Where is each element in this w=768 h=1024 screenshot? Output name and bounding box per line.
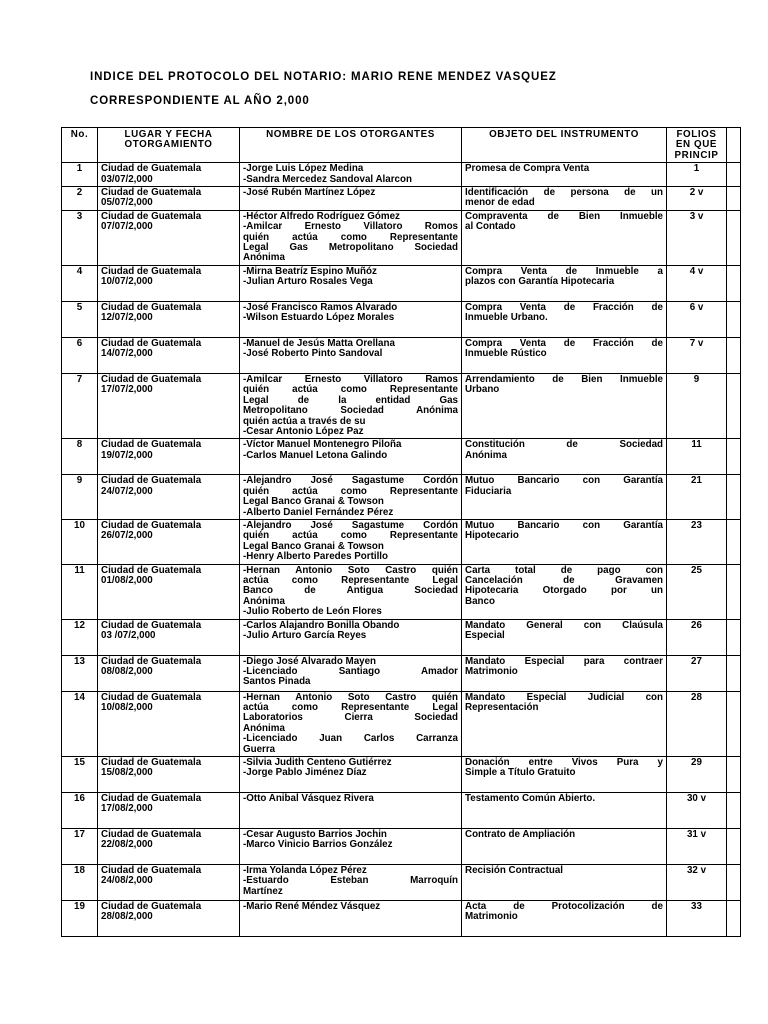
row-objeto [462,210,667,265]
row-otorgante-line: Martínez [243,885,283,897]
table-header-row [62,128,741,163]
row-objeto-line: al Contado [465,221,516,233]
row-number: 3 [62,210,98,265]
row-objeto-line: Inmueble Urbano. [465,312,548,324]
row-objeto-line: Fiduciaria [465,485,512,497]
row-extra-cell [727,619,741,655]
row-fecha: 22/08/2,000 [101,839,153,851]
row-objeto-line: Promesa de Compra Venta [465,163,590,175]
row-otorgante-line: -Estuardo Esteban Marroquín [243,875,458,887]
row-fecha: 24/07/2,000 [101,485,153,497]
table-row [62,793,741,829]
row-objeto [462,865,667,901]
row-fecha: 05/07/2,000 [101,197,153,209]
row-lugar: Ciudad de Guatemala [101,187,202,199]
row-fecha: 10/08/2,000 [101,702,153,713]
row-objeto-line: Simple a Título Gratuito [465,767,576,779]
row-lugar-fecha [98,691,240,756]
row-otorgante-line: -Marco Vinicio Barrios González [243,839,393,851]
row-otorgante-line: Santos Pinada [243,676,311,688]
row-fecha: 24/08/2,000 [101,875,153,887]
row-objeto [462,265,667,301]
row-otorgantes [240,865,462,901]
row-otorgantes [240,519,462,564]
row-objeto-line: Compra Venta de Fracción de [465,337,663,349]
header-lugar-line1: LUGAR Y FECHA [124,129,213,140]
row-otorgante-line: Legal Banco Granai & Towson [243,496,384,508]
row-number: 9 [62,475,98,520]
table-row [62,373,741,438]
row-otorgante-line: quién actúa como Representante [243,231,458,243]
row-extra-cell [727,187,741,211]
row-number: 19 [62,901,98,937]
row-otorgantes [240,655,462,691]
row-extra-cell [727,475,741,520]
row-otorgantes [240,475,462,520]
row-otorgante-line: Legal Banco Granai & Towson [243,540,384,552]
header-no: No. [62,128,98,163]
row-lugar: Ciudad de Guatemala [101,519,202,531]
row-otorgantes [240,187,462,211]
row-otorgante-line: -Mario René Méndez Vásquez [243,901,381,913]
row-extra-cell [727,439,741,475]
row-otorgante-line: -Henry Alberto Paredes Portillo [243,551,388,563]
row-lugar: Ciudad de Guatemala [101,757,202,769]
row-otorgante-line: Banco de Antigua Sociedad [243,585,458,597]
row-objeto [462,691,667,756]
row-otorgante-line: quién actúa como Representante [243,485,458,497]
row-objeto [462,619,667,655]
row-otorgantes [240,210,462,265]
row-otorgante-line: -Sandra Mercedez Sandoval Alarcon [243,173,412,185]
row-number: 18 [62,865,98,901]
row-objeto [462,475,667,520]
row-folio: 26 [667,619,727,655]
row-fecha: 12/07/2,000 [101,312,153,324]
row-otorgantes [240,337,462,373]
row-folio: 9 [667,373,727,438]
table-row [62,337,741,373]
row-objeto-line: Matrimonio [465,666,518,677]
row-number: 6 [62,337,98,373]
row-folio: 31 v [667,829,727,865]
row-lugar: Ciudad de Guatemala [101,619,202,631]
row-objeto-line: Representación [465,702,539,713]
row-number: 15 [62,757,98,793]
row-lugar-fecha [98,793,240,829]
row-fecha: 28/08/2,000 [101,911,153,923]
row-objeto [462,187,667,211]
row-otorgantes [240,163,462,187]
row-extra-cell [727,265,741,301]
row-lugar-fecha [98,187,240,211]
row-lugar: Ciudad de Guatemala [101,265,202,277]
row-otorgante-line: -Manuel de Jesús Matta Orellana [243,337,395,349]
row-folio: 28 [667,691,727,756]
row-otorgante-line: actúa como Representante Legal [243,702,458,713]
row-lugar-fecha [98,301,240,337]
row-objeto-line: Recisión Contractual [465,865,563,877]
row-otorgante-line: quién actúa como Representante [243,384,458,396]
row-extra-cell [727,757,741,793]
row-objeto-line: Testamento Común Abierto. [465,793,596,805]
row-fecha: 10/07/2,000 [101,276,153,288]
table-row [62,265,741,301]
row-folio: 27 [667,655,727,691]
row-number: 12 [62,619,98,655]
table-row [62,210,741,265]
row-otorgante-line: -Hernan Antonio Soto Castro quién [243,564,458,576]
document-title: INDICE DEL PROTOCOLO DEL NOTARIO: MARIO RENE MENDEZ VASQUEZ [90,71,557,83]
row-fecha: 15/08/2,000 [101,767,153,779]
row-extra-cell [727,337,741,373]
header-objeto: OBJETO DEL INSTRUMENTO [462,128,667,163]
row-objeto-line: Compraventa de Bien Inmueble [465,210,663,222]
row-otorgante-line: -Jorge Luis López Medina [243,163,364,175]
row-lugar: Ciudad de Guatemala [101,865,202,877]
row-folio: 21 [667,475,727,520]
row-lugar-fecha [98,865,240,901]
table-row [62,619,741,655]
row-objeto [462,757,667,793]
row-number: 4 [62,265,98,301]
row-objeto [462,564,667,619]
row-number: 5 [62,301,98,337]
row-number: 14 [62,691,98,756]
row-otorgante-line: -Julian Arturo Rosales Vega [243,276,373,288]
row-otorgante-line: -Mirna Beatríz Espino Muñóz [243,265,377,277]
row-lugar-fecha [98,439,240,475]
row-lugar-fecha [98,655,240,691]
row-otorgante-line: -Alejandro José Sagastume Cordón [243,475,458,487]
row-otorgante-line: -Cesar Augusto Barrios Jochin [243,829,387,841]
row-otorgante-line: Laboratorios Cierra Sociedad [243,712,458,724]
header-extra [727,128,741,163]
row-lugar: Ciudad de Guatemala [101,564,202,576]
row-otorgante-line: -Silvia Judith Centeno Gutiérrez [243,757,392,769]
row-lugar-fecha [98,829,240,865]
row-lugar-fecha [98,373,240,438]
row-otorgantes [240,301,462,337]
row-otorgante-line: -José Francisco Ramos Alvarado [243,301,398,313]
row-otorgante-line: -Héctor Alfredo Rodríguez Gómez [243,210,400,222]
row-objeto-line: Inmueble Rústico [465,348,547,360]
row-lugar-fecha [98,163,240,187]
row-folio: 25 [667,564,727,619]
row-lugar: Ciudad de Guatemala [101,901,202,913]
row-objeto-line: Anónima [465,449,507,461]
row-objeto-line: Contrato de Ampliación [465,829,576,841]
header-lugar-line2: OTORGAMIENTO [124,139,213,151]
row-otorgante-line: quién actúa como Representante [243,530,458,542]
table-row [62,301,741,337]
row-objeto-line: Especial [465,630,505,641]
row-lugar-fecha [98,901,240,937]
row-fecha: 19/07/2,000 [101,449,153,461]
row-extra-cell [727,901,741,937]
row-otorgante-line: Legal Gas Metropolitano Sociedad [243,242,458,254]
row-folio: 3 v [667,210,727,265]
row-otorgantes [240,439,462,475]
row-fecha: 17/07/2,000 [101,384,153,396]
row-otorgante-line: actúa como Representante Legal [243,574,458,586]
row-objeto-line: Mandato General con Claúsula [465,619,663,631]
row-lugar: Ciudad de Guatemala [101,439,202,451]
row-extra-cell [727,210,741,265]
row-objeto [462,829,667,865]
row-extra-cell [727,163,741,187]
row-number: 11 [62,564,98,619]
header-nombre: NOMBRE DE LOS OTORGANTES [240,128,462,163]
row-otorgante-line: -Amilcar Ernesto Villatoro Ramos [243,373,458,385]
row-objeto [462,439,667,475]
row-objeto-line: Identificación de persona de un [465,187,663,199]
row-fecha: 17/08/2,000 [101,803,153,815]
row-objeto-line: Carta total de pago con [465,564,663,576]
row-objeto-line: menor de edad [465,197,535,209]
row-otorgante-line: -Irma Yolanda López Pérez [243,865,367,877]
row-objeto-line: Mandato Especial Judicial con [465,691,663,703]
row-objeto-line: Constitución de Sociedad [465,439,663,451]
document-subtitle: CORRESPONDIENTE AL AÑO 2,000 [90,95,310,107]
row-otorgante-line: -José Roberto Pinto Sandoval [243,348,383,360]
row-otorgantes [240,793,462,829]
row-lugar: Ciudad de Guatemala [101,373,202,385]
row-lugar: Ciudad de Guatemala [101,163,202,175]
row-fecha: 26/07/2,000 [101,530,153,542]
row-folio: 2 v [667,187,727,211]
row-otorgante-line: -Wilson Estuardo López Morales [243,312,395,324]
row-objeto [462,793,667,829]
row-otorgantes [240,564,462,619]
row-objeto [462,373,667,438]
row-otorgante-line: -Alejandro José Sagastume Cordón [243,519,458,531]
row-lugar: Ciudad de Guatemala [101,793,202,805]
row-fecha: 01/08/2,000 [101,574,153,586]
row-fecha: 03/07/2,000 [101,173,153,185]
row-lugar-fecha [98,757,240,793]
table-row [62,865,741,901]
row-lugar-fecha [98,475,240,520]
row-otorgante-line: -Jorge Pablo Jiménez Díaz [243,767,367,779]
row-extra-cell [727,865,741,901]
row-fecha: 14/07/2,000 [101,348,153,360]
row-otorgante-line: -José Rubén Martínez López [243,187,376,199]
row-folio: 11 [667,439,727,475]
row-otorgante-line: -Cesar Antonio López Paz [243,425,364,437]
row-objeto [462,163,667,187]
row-objeto-line: Matrimonio [465,911,518,923]
row-otorgante-line: -Carlos Manuel Letona Galindo [243,449,388,461]
row-number: 13 [62,655,98,691]
row-objeto-line: Mutuo Bancario con Garantía [465,475,663,487]
row-objeto-line: Mutuo Bancario con Garantía [465,519,663,531]
row-extra-cell [727,691,741,756]
row-otorgante-line: -Licenciado Santiago Amador [243,666,458,677]
row-extra-cell [727,373,741,438]
row-objeto [462,301,667,337]
table-row [62,187,741,211]
row-otorgantes [240,757,462,793]
row-otorgante-line: -Alberto Daniel Fernández Pérez [243,506,394,518]
row-extra-cell [727,655,741,691]
row-lugar: Ciudad de Guatemala [101,210,202,222]
row-otorgantes [240,373,462,438]
row-lugar: Ciudad de Guatemala [101,655,202,667]
row-number: 8 [62,439,98,475]
row-number: 17 [62,829,98,865]
row-otorgantes [240,691,462,756]
row-otorgante-line: -Víctor Manuel Montenegro Piloña [243,439,402,451]
row-objeto-line: Compra Venta de Fracción de [465,301,663,313]
row-objeto-line: Compra Venta de Inmueble a [465,265,663,277]
row-objeto-line: Urbano [465,384,500,396]
row-number: 2 [62,187,98,211]
protocol-index-table [61,127,741,937]
row-fecha: 07/07/2,000 [101,221,153,233]
row-otorgante-line: -Julio Arturo García Reyes [243,630,367,641]
row-otorgante-line: Guerra [243,743,276,755]
row-objeto-line: Arrendamiento de Bien Inmueble [465,373,663,385]
row-objeto [462,901,667,937]
row-otorgantes [240,619,462,655]
row-number: 1 [62,163,98,187]
row-otorgante-line: -Hernan Antonio Soto Castro quién [243,691,458,703]
row-otorgante-line: quién actúa a través de su [243,415,366,427]
row-objeto-line: Hipotecario [465,530,519,542]
row-lugar-fecha [98,564,240,619]
row-objeto [462,337,667,373]
table-row [62,901,741,937]
row-objeto-line: Mandato Especial para contraer [465,655,663,667]
row-lugar: Ciudad de Guatemala [101,829,202,841]
row-extra-cell [727,564,741,619]
header-folios-line3: PRINCIP [674,149,719,161]
row-folio: 30 v [667,793,727,829]
table-row [62,691,741,756]
row-folio: 7 v [667,337,727,373]
table-row [62,475,741,520]
row-objeto-line: Hipotecaria Otorgado por un [465,585,663,597]
row-extra-cell [727,519,741,564]
row-objeto-line: Acta de Protocolización de [465,901,663,913]
row-folio: 1 [667,163,727,187]
row-otorgante-line: Metropolitano Sociedad Anónima [243,405,458,417]
row-number: 7 [62,373,98,438]
row-folio: 32 v [667,865,727,901]
row-lugar-fecha [98,210,240,265]
row-folio: 33 [667,901,727,937]
row-lugar-fecha [98,337,240,373]
row-lugar: Ciudad de Guatemala [101,475,202,487]
row-otorgante-line: -Julio Roberto de León Flores [243,606,382,618]
row-number: 16 [62,793,98,829]
row-objeto-line: Cancelación de Gravamen [465,574,663,586]
row-otorgante-line: -Amilcar Ernesto Villatoro Romos [243,221,458,233]
row-objeto-line: plazos con Garantía Hipotecaria [465,276,615,288]
row-fecha: 03 /07/2,000 [101,630,156,641]
table-row [62,439,741,475]
row-fecha: 08/08/2,000 [101,666,153,677]
header-folios-line2: EN QUE [675,139,718,151]
row-otorgante-line: -Licenciado Juan Carlos Carranza [243,733,458,745]
row-objeto-line: Donación entre Vivos Pura y [465,757,663,769]
row-objeto [462,519,667,564]
row-number: 10 [62,519,98,564]
table-row [62,655,741,691]
row-otorgante-line: Anónima [243,722,285,734]
row-lugar-fecha [98,265,240,301]
row-folio: 23 [667,519,727,564]
table-row [62,519,741,564]
row-folio: 4 v [667,265,727,301]
table-row [62,163,741,187]
row-otorgantes [240,829,462,865]
row-otorgante-line: Anónima [243,595,285,607]
header-folios-line1: FOLIOS [676,129,717,140]
header-folios [667,128,727,163]
table-row [62,757,741,793]
row-extra-cell [727,829,741,865]
row-lugar-fecha [98,519,240,564]
row-lugar: Ciudad de Guatemala [101,337,202,349]
row-otorgante-line: -Carlos Alajandro Bonilla Obando [243,619,400,631]
row-otorgante-line: Legal de la entidad Gas [243,394,458,406]
row-lugar-fecha [98,619,240,655]
row-otorgante-line: Anónima [243,252,285,264]
row-otorgante-line: -Diego José Alvarado Mayen [243,655,377,667]
row-objeto [462,655,667,691]
header-lugar-fecha [98,128,240,163]
row-otorgantes [240,901,462,937]
table-row [62,829,741,865]
row-folio: 6 v [667,301,727,337]
row-objeto-line: Banco [465,595,495,607]
row-otorgantes [240,265,462,301]
row-extra-cell [727,793,741,829]
table-row [62,564,741,619]
row-otorgante-line: -Otto Anibal Vásquez Rivera [243,793,374,805]
row-lugar: Ciudad de Guatemala [101,691,202,703]
row-folio: 29 [667,757,727,793]
row-lugar: Ciudad de Guatemala [101,301,202,313]
row-extra-cell [727,301,741,337]
